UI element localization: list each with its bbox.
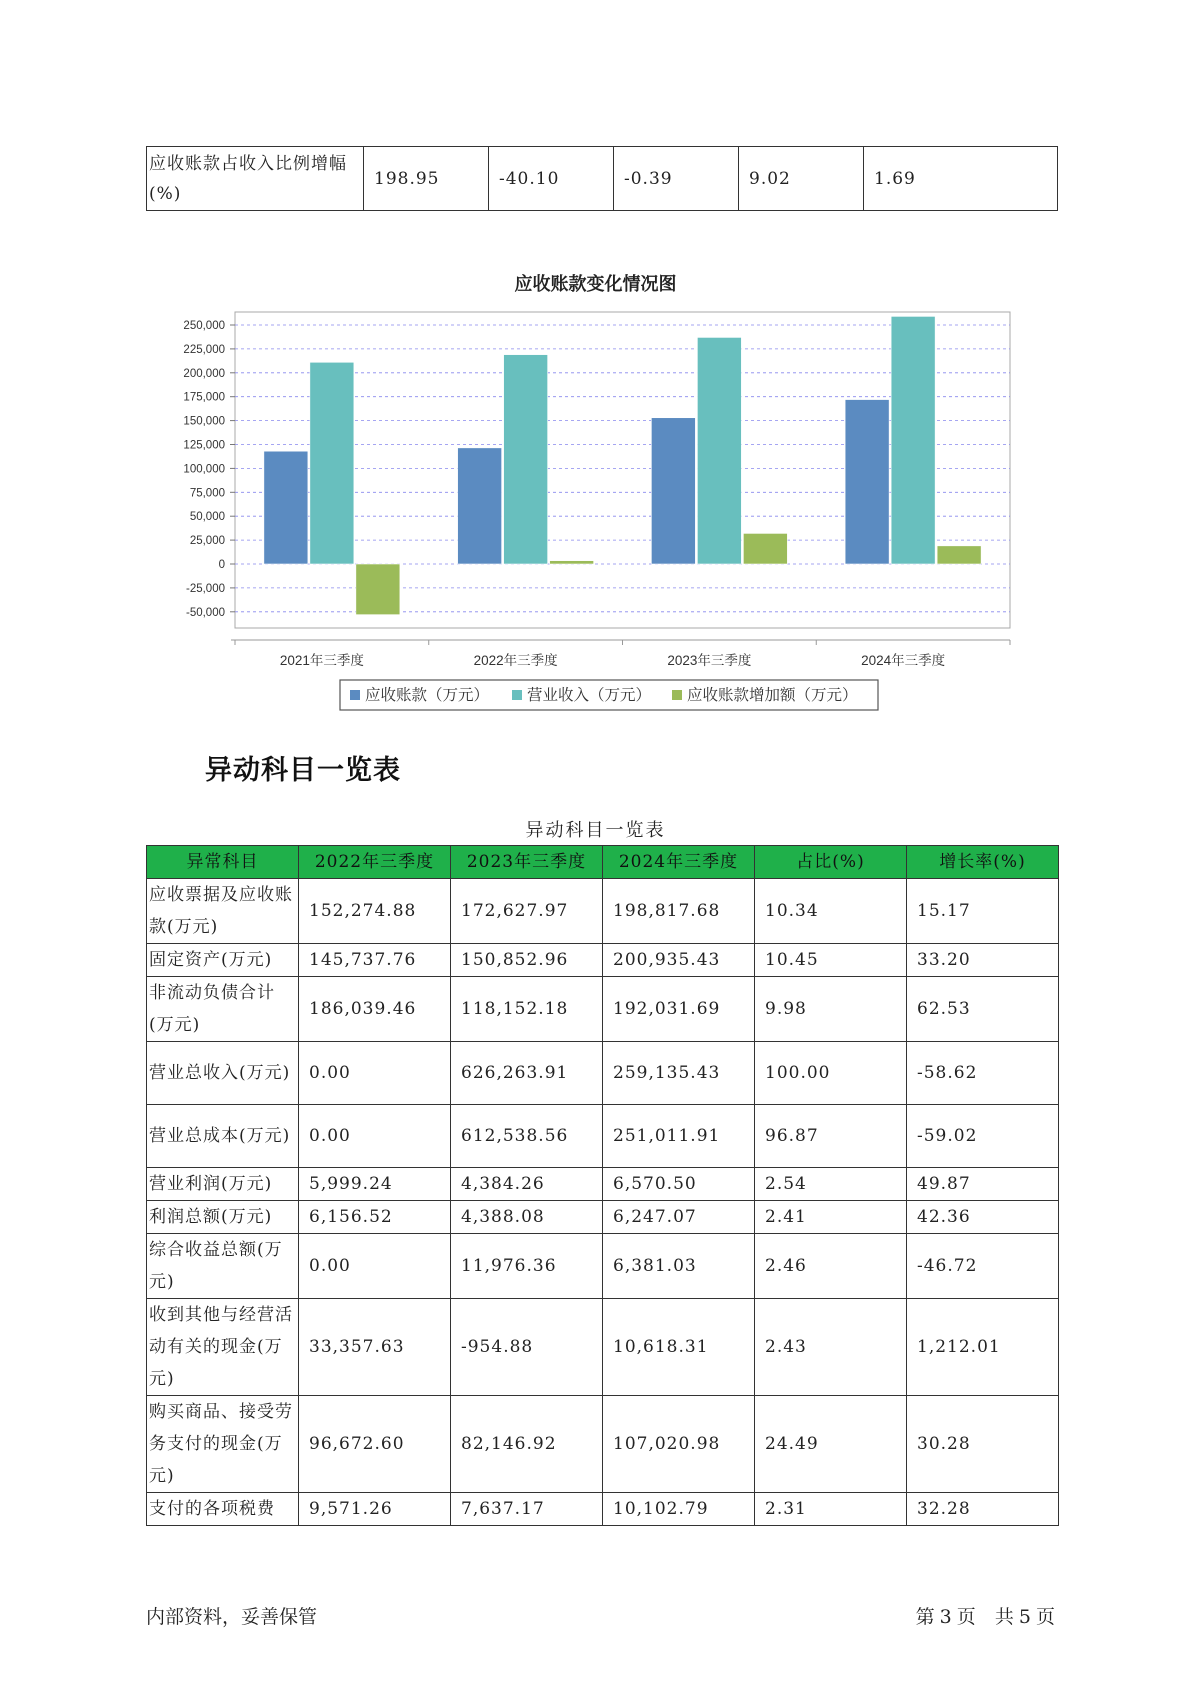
- table-cell: 145,737.76: [299, 944, 451, 977]
- table-cell: 107,020.98: [603, 1396, 755, 1493]
- y-tick-label: 25,000: [189, 535, 225, 548]
- table-row: [147, 944, 1059, 977]
- top-ratio-table: [146, 146, 1058, 211]
- table-cell: 0.00: [299, 1042, 451, 1105]
- table-cell: 150,852.96: [451, 944, 603, 977]
- section-heading: 异动科目一览表: [205, 755, 401, 786]
- row-label: 收到其他与经营活动有关的现金(万元): [147, 1299, 299, 1396]
- table-cell: 62.53: [907, 977, 1059, 1042]
- table-cell: 10.34: [755, 879, 907, 944]
- row-label: 营业总成本(万元): [147, 1105, 299, 1168]
- row-label: 购买商品、接受劳务支付的现金(万元): [147, 1396, 299, 1493]
- table-cell: 626,263.91: [451, 1042, 603, 1105]
- table-cell: 15.17: [907, 879, 1059, 944]
- table-row: [147, 977, 1059, 1042]
- page-indicator: [914, 1602, 1058, 1629]
- table-cell: 24.49: [755, 1396, 907, 1493]
- y-tick-label: -25,000: [185, 582, 225, 595]
- row-label: 支付的各项税费: [147, 1493, 299, 1526]
- legend-label: 应收账款增加额（万元）: [687, 687, 858, 704]
- table-cell: 192,031.69: [603, 977, 755, 1042]
- column-header: 增长率(%): [907, 846, 1059, 879]
- row-label: 应收票据及应收账款(万元): [147, 879, 299, 944]
- table-cell: 6,570.50: [603, 1168, 755, 1201]
- table-cell: 7,637.17: [451, 1493, 603, 1526]
- table-cell: -59.02: [907, 1105, 1059, 1168]
- y-tick-label: 225,000: [183, 343, 225, 356]
- table-row: [147, 147, 1058, 211]
- row-label: 非流动负债合计(万元): [147, 977, 299, 1042]
- bar-1: [264, 451, 308, 564]
- table-row: [147, 1493, 1059, 1526]
- y-tick-label: 0: [218, 559, 225, 571]
- row-label: 固定资产(万元): [147, 944, 299, 977]
- cell-value: -40.10: [489, 147, 614, 211]
- table-cell: 2.31: [755, 1493, 907, 1526]
- table-cell: 6,156.52: [299, 1201, 451, 1234]
- bar-2: [891, 316, 935, 564]
- table-row: [147, 1234, 1059, 1299]
- table-cell: 251,011.91: [603, 1105, 755, 1168]
- bar-3: [743, 533, 787, 564]
- table-cell: 0.00: [299, 1234, 451, 1299]
- table-cell: 118,152.18: [451, 977, 603, 1042]
- table-cell: 5,999.24: [299, 1168, 451, 1201]
- table-cell: 4,388.08: [451, 1201, 603, 1234]
- column-header: 异常科目: [147, 846, 299, 879]
- table-row: [147, 1396, 1059, 1493]
- table-caption: 异动科目一览表: [525, 820, 666, 841]
- y-tick-label: 175,000: [183, 391, 225, 404]
- footer-note: 内部资料，妥善保管: [146, 1606, 318, 1628]
- row-label: 利润总额(万元): [147, 1201, 299, 1234]
- table-cell: 2.41: [755, 1201, 907, 1234]
- table-cell: 198,817.68: [603, 879, 755, 944]
- table-row: [147, 879, 1059, 944]
- table-cell: 33,357.63: [299, 1299, 451, 1396]
- table-cell: 6,247.07: [603, 1201, 755, 1234]
- table-cell: 82,146.92: [451, 1396, 603, 1493]
- bar-3: [937, 546, 981, 564]
- table-cell: 0.00: [299, 1105, 451, 1168]
- table-header-row: [147, 846, 1059, 879]
- table-cell: 2.54: [755, 1168, 907, 1201]
- bar-2: [310, 362, 354, 564]
- total-pages: 5: [1018, 1606, 1032, 1628]
- bar-2: [504, 355, 548, 564]
- x-tick-label: 2023年三季度: [667, 653, 752, 668]
- column-header: 2022年三季度: [299, 846, 451, 879]
- bar-2: [697, 337, 741, 564]
- table-cell: 152,274.88: [299, 879, 451, 944]
- table-cell: -46.72: [907, 1234, 1059, 1299]
- legend-label: 营业收入（万元）: [527, 687, 652, 704]
- table-cell: 10.45: [755, 944, 907, 977]
- bar-1: [651, 418, 695, 564]
- table-cell: 2.43: [755, 1299, 907, 1396]
- total-prefix: 共: [994, 1606, 1015, 1628]
- page-number: 3: [939, 1606, 953, 1628]
- table-cell: 200,935.43: [603, 944, 755, 977]
- x-tick-label: 2024年三季度: [861, 653, 946, 668]
- column-header: 2023年三季度: [451, 846, 603, 879]
- table-cell: 4,384.26: [451, 1168, 603, 1201]
- table-cell: 100.00: [755, 1042, 907, 1105]
- table-cell: 30.28: [907, 1396, 1059, 1493]
- x-tick-label: 2022年三季度: [473, 653, 558, 668]
- table-row: [147, 1042, 1059, 1105]
- receivables-bar-chart: [0, 300, 1191, 720]
- row-label: 综合收益总额(万元): [147, 1234, 299, 1299]
- legend-swatch: [350, 690, 360, 700]
- table-cell: 1,212.01: [907, 1299, 1059, 1396]
- table-cell: 32.28: [907, 1493, 1059, 1526]
- bar-1: [845, 400, 889, 564]
- table-cell: 612,538.56: [451, 1105, 603, 1168]
- x-tick-label: 2021年三季度: [279, 653, 364, 668]
- y-tick-label: 200,000: [183, 367, 225, 380]
- bar-1: [458, 448, 502, 564]
- table-cell: 186,039.46: [299, 977, 451, 1042]
- row-label: 应收账款占收入比例增幅(%): [147, 147, 364, 211]
- table-cell: 11,976.36: [451, 1234, 603, 1299]
- table-cell: 6,381.03: [603, 1234, 755, 1299]
- legend-swatch: [672, 690, 682, 700]
- table-cell: 10,618.31: [603, 1299, 755, 1396]
- table-cell: 9.98: [755, 977, 907, 1042]
- table-row: [147, 1201, 1059, 1234]
- cell-value: 9.02: [739, 147, 864, 211]
- y-tick-label: 50,000: [189, 511, 225, 524]
- legend-label: 应收账款（万元）: [365, 687, 490, 704]
- table-cell: 172,627.97: [451, 879, 603, 944]
- table-cell: 96.87: [755, 1105, 907, 1168]
- row-label: 营业总收入(万元): [147, 1042, 299, 1105]
- table-cell: -58.62: [907, 1042, 1059, 1105]
- y-tick-label: 100,000: [183, 463, 225, 476]
- page-word: 页: [956, 1606, 977, 1628]
- y-tick-label: 125,000: [183, 439, 225, 452]
- page-prefix: 第: [915, 1606, 936, 1628]
- y-tick-label: 150,000: [183, 415, 225, 428]
- table-cell: 9,571.26: [299, 1493, 451, 1526]
- cell-value: 1.69: [864, 147, 1058, 211]
- legend-swatch: [512, 690, 522, 700]
- table-row: [147, 1168, 1059, 1201]
- cell-value: 198.95: [364, 147, 489, 211]
- anomaly-table: [146, 845, 1059, 1526]
- column-header: 占比(%): [755, 846, 907, 879]
- chart-title: 应收账款变化情况图: [514, 274, 677, 295]
- table-cell: 49.87: [907, 1168, 1059, 1201]
- bar-3: [356, 564, 400, 615]
- cell-value: -0.39: [614, 147, 739, 211]
- table-cell: -954.88: [451, 1299, 603, 1396]
- table-cell: 96,672.60: [299, 1396, 451, 1493]
- table-cell: 259,135.43: [603, 1042, 755, 1105]
- table-cell: 2.46: [755, 1234, 907, 1299]
- column-header: 2024年三季度: [603, 846, 755, 879]
- total-word: 页: [1035, 1606, 1056, 1628]
- y-tick-label: 250,000: [183, 320, 225, 332]
- table-cell: 10,102.79: [603, 1493, 755, 1526]
- table-cell: 33.20: [907, 944, 1059, 977]
- y-tick-label: 75,000: [189, 487, 225, 500]
- y-tick-label: -50,000: [185, 606, 225, 619]
- table-row: [147, 1105, 1059, 1168]
- table-cell: 42.36: [907, 1201, 1059, 1234]
- table-row: [147, 1299, 1059, 1396]
- row-label: 营业利润(万元): [147, 1168, 299, 1201]
- bar-3: [550, 561, 594, 564]
